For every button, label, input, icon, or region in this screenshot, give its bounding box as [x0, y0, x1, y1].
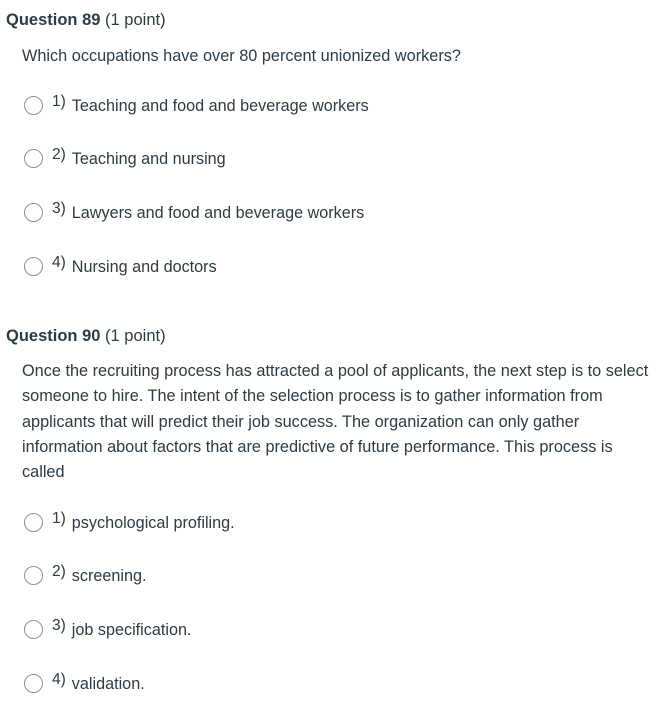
question-title: Question 90 — [6, 327, 101, 345]
option-label: psychological profiling. — [71, 513, 235, 532]
option-number: 3) — [52, 617, 66, 634]
answer-option-3[interactable] — [24, 200, 364, 224]
option-label: Teaching and nursing — [71, 149, 226, 168]
answer-option-3[interactable] — [24, 617, 191, 641]
option-label: validation. — [71, 674, 145, 693]
option-number: 1) — [52, 510, 66, 527]
option-label: screening. — [71, 566, 147, 585]
answer-option-4[interactable] — [24, 254, 217, 278]
question-header — [6, 10, 166, 30]
question-header — [6, 326, 166, 346]
radio-button-icon[interactable] — [24, 149, 43, 168]
answer-option-1[interactable] — [24, 510, 235, 534]
answer-option-2[interactable] — [24, 146, 226, 170]
answer-option-1[interactable] — [24, 93, 369, 117]
answer-option-2[interactable] — [24, 563, 146, 587]
option-number: 4) — [52, 254, 66, 271]
question-text: Once the recruiting process has attracted a pool of applicants, the next step is to select someone to hire. The intent of the selection process is to gather information from applicants that will predict their job success. The organization can only gather information about factors that are predictive of future performance. This process is called — [22, 362, 649, 482]
option-number: 1) — [52, 93, 66, 110]
option-number: 2) — [52, 146, 66, 163]
question-points: (1 point) — [105, 11, 166, 29]
option-label: Nursing and doctors — [71, 257, 217, 276]
radio-button-icon[interactable] — [24, 96, 43, 115]
option-number: 4) — [52, 671, 66, 688]
question-points: (1 point) — [105, 327, 166, 345]
question-text: Which occupations have over 80 percent unionized workers? — [22, 47, 461, 65]
option-label: Teaching and food and beverage workers — [71, 96, 369, 115]
question-title: Question 89 — [6, 11, 101, 29]
radio-button-icon[interactable] — [24, 513, 43, 532]
option-label: job specification. — [71, 620, 192, 639]
option-number: 2) — [52, 563, 66, 580]
radio-button-icon[interactable] — [24, 257, 43, 276]
radio-button-icon[interactable] — [24, 566, 43, 585]
radio-button-icon[interactable] — [24, 203, 43, 222]
radio-button-icon[interactable] — [24, 674, 43, 693]
option-label: Lawyers and food and beverage workers — [71, 203, 365, 222]
option-number: 3) — [52, 200, 66, 217]
radio-button-icon[interactable] — [24, 620, 43, 639]
answer-option-4[interactable] — [24, 671, 145, 695]
